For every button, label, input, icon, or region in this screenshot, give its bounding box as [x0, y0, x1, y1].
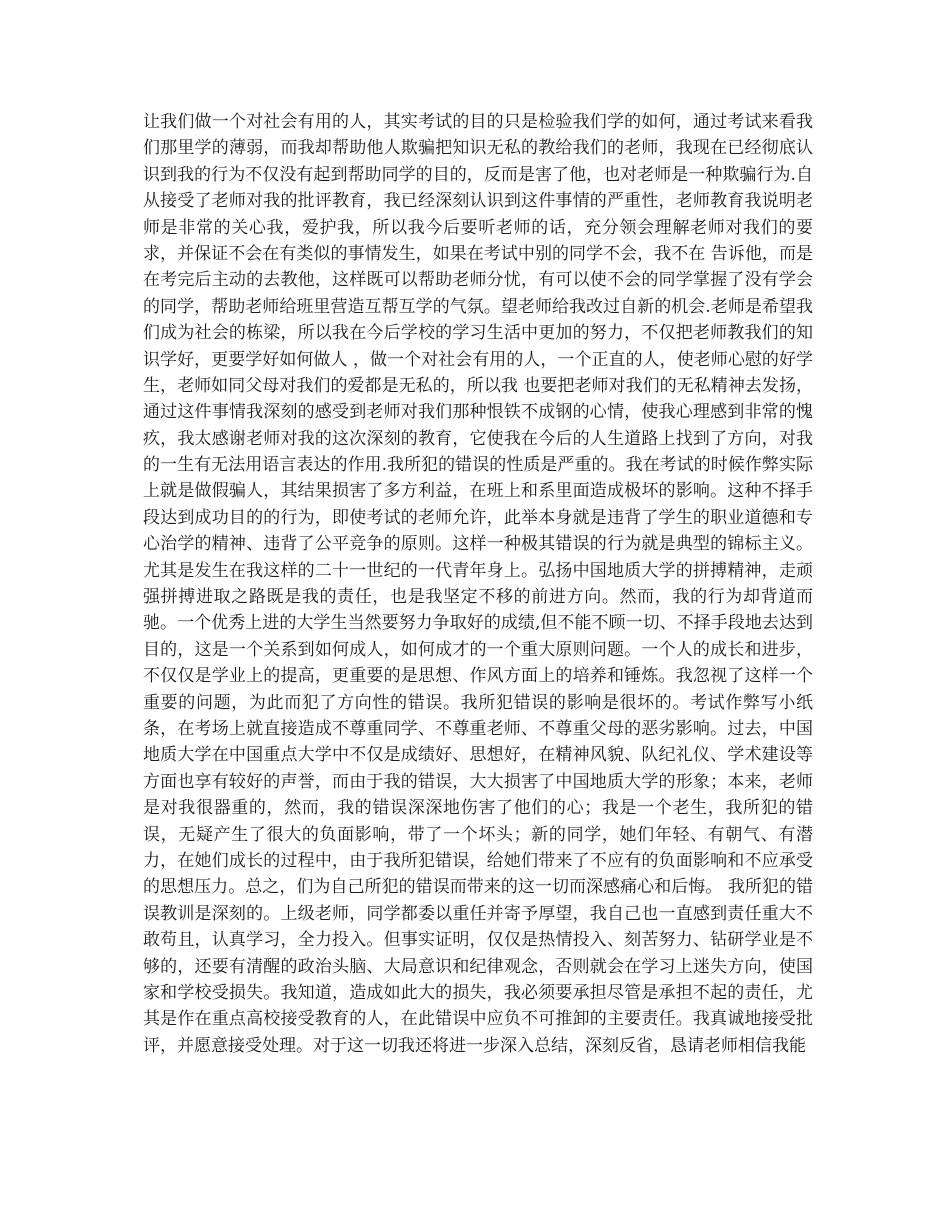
- text-line: 尤其是发生在我这样的二十一世纪的一代青年身上。弘扬中国地质大学的拼搏精神，走顽: [143, 560, 813, 581]
- text-line: 地质大学在中国重点大学中不仅是成绩好、思想好，在精神风貌、队纪礼仪、学术建设等: [143, 745, 813, 766]
- text-line: 力，在她们成长的过程中，由于我所犯错误，给她们带来了不应有的负面影响和不应承受: [143, 850, 813, 871]
- text-line: 评，并愿意接受处理。对于这一切我还将进一步深入总结，深刻反省，恳请老师相信我能: [143, 1035, 806, 1056]
- text-line: 家和学校受损失。我知道，造成如此大的损失，我必须要承担尽管是承担不起的责任，尤: [143, 982, 813, 1003]
- text-line: 驰。一个优秀上进的大学生当然要努力争取好的成绩,但不能不顾一切、不择手段地去达到: [143, 613, 813, 634]
- text-line: 其是作在重点高校接受教育的人，在此错误中应负不可推卸的主要责任。我真诚地接受批: [143, 1009, 813, 1030]
- text-line: 重要的问题，为此而犯了方向性的错误。我所犯错误的影响是很坏的。考试作弊写小纸: [143, 692, 813, 713]
- text-line: 的一生有无法用语言表达的作用.我所犯的错误的性质是严重的。我在考试的时候作弊实际: [143, 455, 813, 476]
- text-line: 误教训是深刻的。上级老师，同学都委以重任并寄予厚望，我自己也一直感到责任重大不: [143, 903, 813, 924]
- text-line: 误，无疑产生了很大的负面影响，带了一个坏头；新的同学，她们年轻、有朝气、有潜: [143, 824, 813, 845]
- text-line: 段达到成功目的的行为，即使考试的老师允许，此举本身就是违背了学生的职业道德和专: [143, 507, 813, 528]
- text-line: 心治学的精神、违背了公平竞争的原则。这样一种极其错误的行为就是典型的锦标主义。: [143, 534, 813, 555]
- body-text: [143, 109, 813, 1059]
- text-line: 目的，这是一个关系到如何成人，如何成才的一个重大原则问题。一个人的成长和进步，: [143, 639, 813, 660]
- text-line: 们成为社会的栋梁，所以我在今后学校的学习生活中更加的努力，不仅把老师教我们的知: [143, 323, 813, 344]
- text-line: 强拼搏进取之路既是我的责任，也是我坚定不移的前进方向。然而，我的行为却背道而: [143, 587, 813, 608]
- text-line: 的思想压力。总之，们为自己所犯的错误而带来的这一切而深感痛心和后悔。 我所犯的错: [143, 877, 813, 898]
- text-line: 的同学，帮助老师给班里营造互帮互学的气氛。望老师给我改过自新的机会.老师是希望我: [143, 296, 813, 317]
- text-line: 敢苟且，认真学习，全力投入。但事实证明，仅仅是热情投入、刻苦努力、钻研学业是不: [143, 930, 813, 951]
- text-line: 够的，还要有清醒的政治头脑、大局意识和纪律观念，否则就会在学习上迷失方向，使国: [143, 956, 813, 977]
- text-line: 通过这件事情我深刻的感受到老师对我们那种恨铁不成钢的心情，使我心理感到非常的愧: [143, 402, 813, 423]
- text-line: 识到我的行为不仅没有起到帮助同学的目的，反而是害了他，也对老师是一种欺骗行为.自: [143, 164, 813, 185]
- text-line: 从接受了老师对我的批评教育，我已经深刻认识到这件事情的严重性，老师教育我说明老: [143, 191, 813, 212]
- text-line: 是对我很器重的，然而，我的错误深深地伤害了他们的心；我是一个老生，我所犯的错: [143, 798, 813, 819]
- text-line: 让我们做一个对社会有用的人，其实考试的目的只是检验我们学的如何，通过考试来看我: [143, 112, 813, 132]
- text-line: 条，在考场上就直接造成不尊重同学、不尊重老师、不尊重父母的恶劣影响。过去，中国: [143, 718, 813, 739]
- text-line: 师是非常的关心我，爱护我，所以我今后要听老师的话，充分领会理解老师对我们的要: [143, 217, 813, 238]
- text-line: 们那里学的薄弱，而我却帮助他人欺骗把知识无私的教给我们的老师，我现在已经彻底认: [143, 138, 813, 159]
- text-line: 识学好，更要学好如何做人 ，做一个对社会有用的人，一个正直的人，使老师心慰的好学: [143, 349, 813, 370]
- text-line: 方面也享有较好的声誉，而由于我的错误，大大损害了中国地质大学的形象；本来，老师: [143, 771, 813, 792]
- text-line: 在考完后主动的去教他，这样既可以帮助老师分忧，有可以使不会的同学掌握了没有学会: [143, 270, 813, 291]
- text-line: 疚，我太感谢老师对我的这次深刻的教育，它使我在今后的人生道路上找到了方向，对我: [143, 428, 813, 449]
- text-line: 求，并保证不会在有类似的事情发生，如果在考试中别的同学不会，我不在 告诉他，而是: [143, 243, 813, 264]
- text-line: 不仅仅是学业上的提高，更重要的是思想、作风方面上的培养和锤炼。我忽视了这样一个: [143, 666, 813, 687]
- text-line: 生，老师如同父母对我们的爱都是无私的，所以我 也要把老师对我们的无私精神去发扬，: [143, 375, 813, 396]
- text-line: 上就是做假骗人，其结果损害了多方利益，在班上和系里面造成极坏的影响。这种不择手: [143, 481, 813, 502]
